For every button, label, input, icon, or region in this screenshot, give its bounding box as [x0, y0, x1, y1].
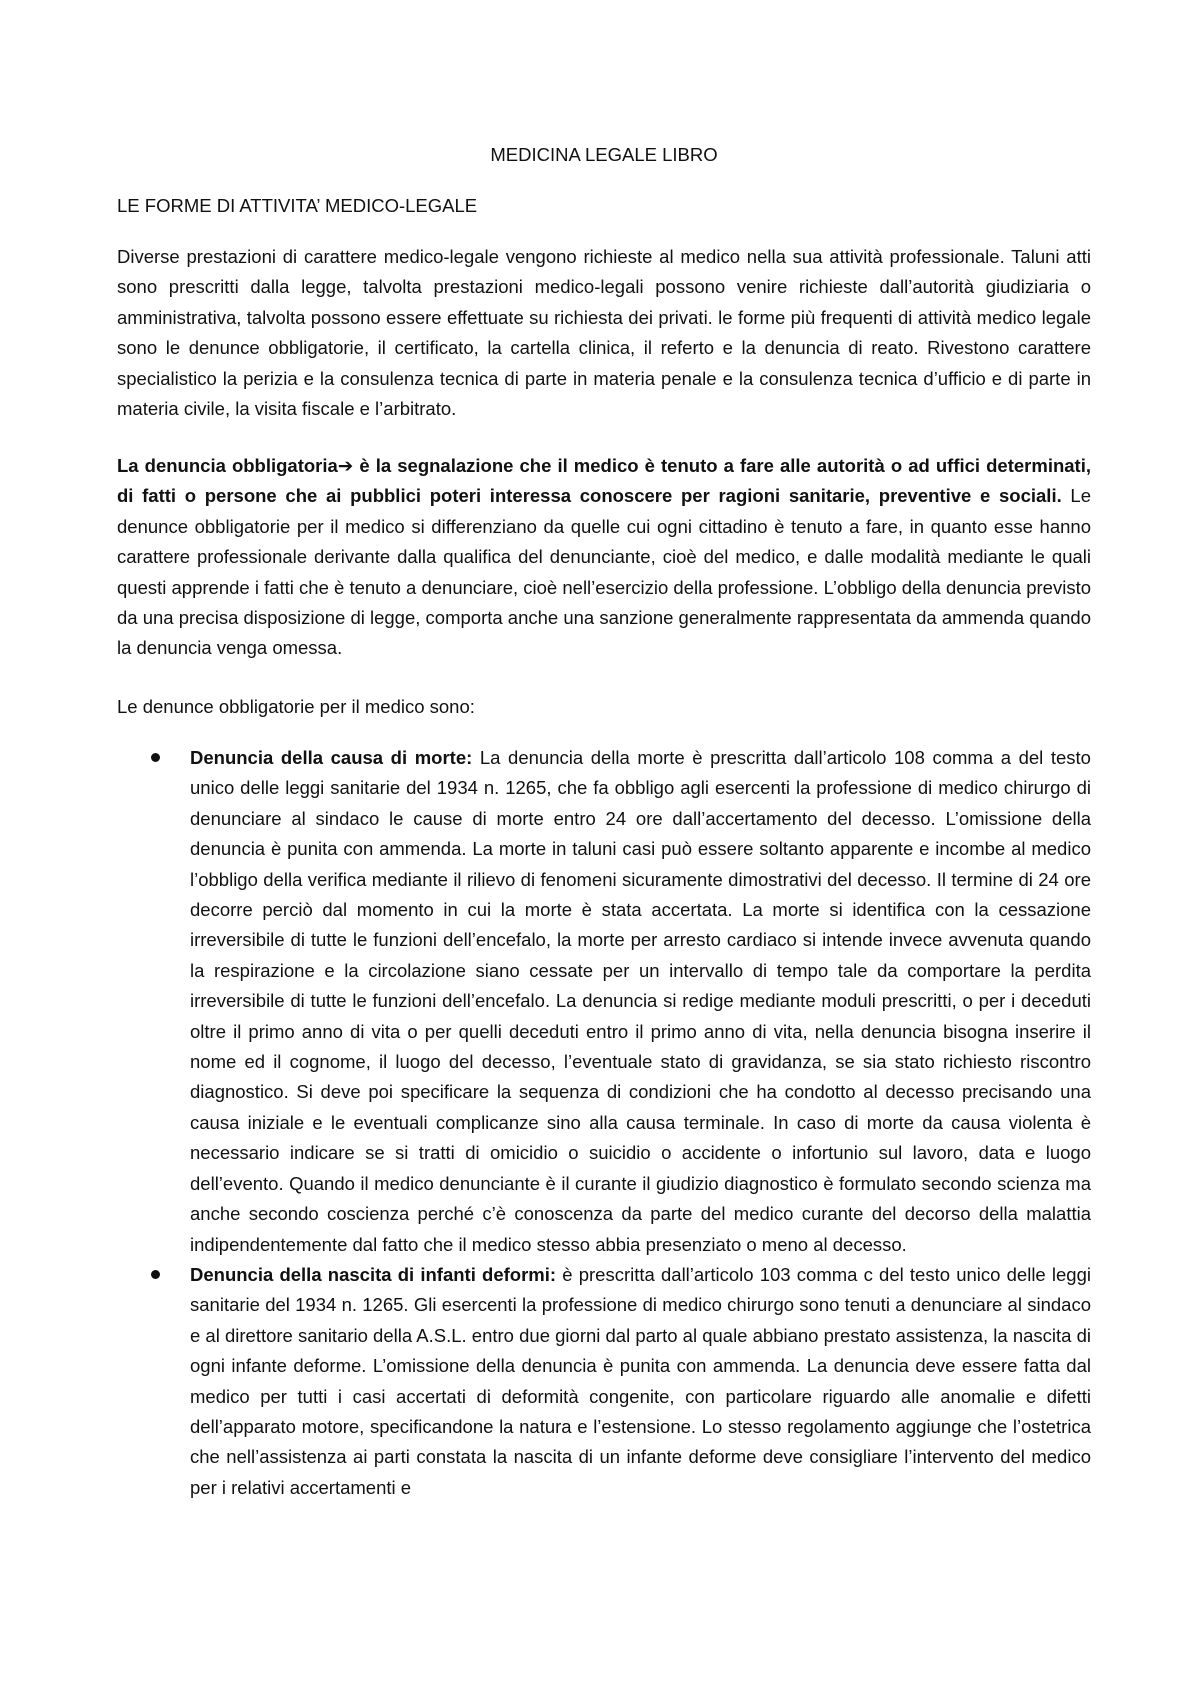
bullet-icon: [151, 753, 160, 762]
denuncia-definition-bold: La denuncia obbligatoria➔ è la segnalazione che il medico è tenuto a fare alle autorità o ad uffici determinati, di fatti o persone che ai pubblici poteri interessa conoscere per ragioni sanitarie, preventive e sociali.: [117, 455, 1091, 507]
document-title: MEDICINA LEGALE LIBRO: [490, 144, 718, 165]
list-item-infanti-deformi: [117, 1260, 1091, 1503]
intro-paragraph: Diverse prestazioni di carattere medico-legale vengono richieste al medico nella sua attività professionale. Taluni atti sono prescritti dalla legge, talvolta prestazioni medico-legali possono venire richieste dall’autorità giudiziaria o amministrativa, talvolta possono essere effettuate su richiesta dei privati. le forme più frequenti di attività medico legale sono le denunce obbligatorie, il certificato, la cartella clinica, il referto e la denuncia di reato. Rivestono carattere specialistico la perizia e la consulenza tecnica di parte in materia penale e la consulenza tecnica d’ufficio e di parte in materia civile, la visita fiscale e l’arbitrato.: [117, 246, 1091, 420]
section-heading: LE FORME DI ATTIVITA’ MEDICO-LEGALE: [117, 195, 478, 216]
list-item-text: è prescritta dall’articolo 103 comma c del testo unico delle leggi sanitarie del 1934 n. 1265. Gli esercenti la professione di medico chirurgo sono tenuti a denunciare al sindaco e al direttore sanitario della A.S.L. entro due giorni dal parto al quale abbiano prestato assistenza, la nascita di ogni infante deforme. L’omissione della denuncia è punita con ammenda. La denuncia deve essere fatta dal medico per tutti i casi accertati di deformità congenite, con particolare riguardo alle anomalie e difetti dell’apparato motore, specificandone la natura e l’estensione. Lo stesso regolamento aggiunge che l’ostetrica che nell’assistenza ai parti constata la nascita di un infante deforme deve consigliare l’intervento del medico per i relativi accertamenti e: [190, 1263, 1091, 1498]
denuncia-definition-paragraph: [117, 451, 1091, 664]
bullet-icon: [151, 1270, 160, 1279]
list-intro: Le denunce obbligatorie per il medico sono:: [117, 696, 475, 717]
list-item-causa-di-morte: [117, 743, 1091, 1260]
denuncia-definition-text: Le denunce obbligatorie per il medico si differenziano da quelle cui ogni cittadino è tenuto a fare, in quanto esse hanno carattere professionale derivante dalla qualifica del denunciante, cioè del medico, e dalle modalità mediante le quali questi apprende i fatti che è tenuto a denunciare, cioè nell’esercizio della professione. L’obbligo della denuncia previsto da una precisa disposizione di legge, comporta anche una sanzione generalmente rappresentata da ammenda quando la denuncia venga omessa.: [117, 485, 1092, 659]
list-item-text: La denuncia della morte è prescritta dall’articolo 108 comma a del testo unico delle leggi sanitarie del 1934 n. 1265, che fa obbligo agli esercenti la professione di medico chirurgo di denunciare al sindaco le cause di morte entro 24 ore dall’accertamento del decesso. L’omissione della denuncia è punita con ammenda. La morte in taluni casi può essere soltanto apparente e incombe al medico l’obbligo della verifica mediante il rilievo di fenomeni sicuramente dimostrativi del decesso. Il termine di 24 ore decorre perciò dal momento in cui la morte è stata accertata. La morte si identifica con la cessazione irreversibile di tutte le funzioni dell’encefalo, la morte per arresto cardiaco si intende invece avvenuta quando la respirazione e la circolazione siano cessate per un intervallo di tempo tale da comportare la perdita irreversibile di tutte le funzioni dell’encefalo. La denuncia si redige mediante moduli prescritti, o per i deceduti oltre il primo anno di vita o per quelli deceduti entro il primo anno di vita, nella denuncia bisogna inserire il nome ed il cognome, il luogo del decesso, l’eventuale stato di gravidanza, se sia stato richiesto riscontro diagnostico. Si deve poi specificare la sequenza di condizioni che ha condotto al decesso precisando una causa iniziale e le eventuali complicanze sino alla causa terminale. In caso di morte da causa violenta è necessario indicare se si tratti di omicidio o suicidio o accidente o infortunio sul lavoro, data e luogo dell’evento. Quando il medico denunciante è il curante il giudizio diagnostico è formulato secondo scienza ma anche secondo coscienza perché c’è conoscenza da parte del medico curante del decorso della malattia indipendentemente dal fatto che il medico stesso abbia presenziato o meno al decesso.: [190, 747, 1091, 1255]
list-item-heading: Denuncia della nascita di infanti deformi:: [190, 1263, 557, 1285]
list-item-heading: Denuncia della causa di morte:: [190, 747, 473, 768]
denunce-list: [117, 743, 1091, 1503]
